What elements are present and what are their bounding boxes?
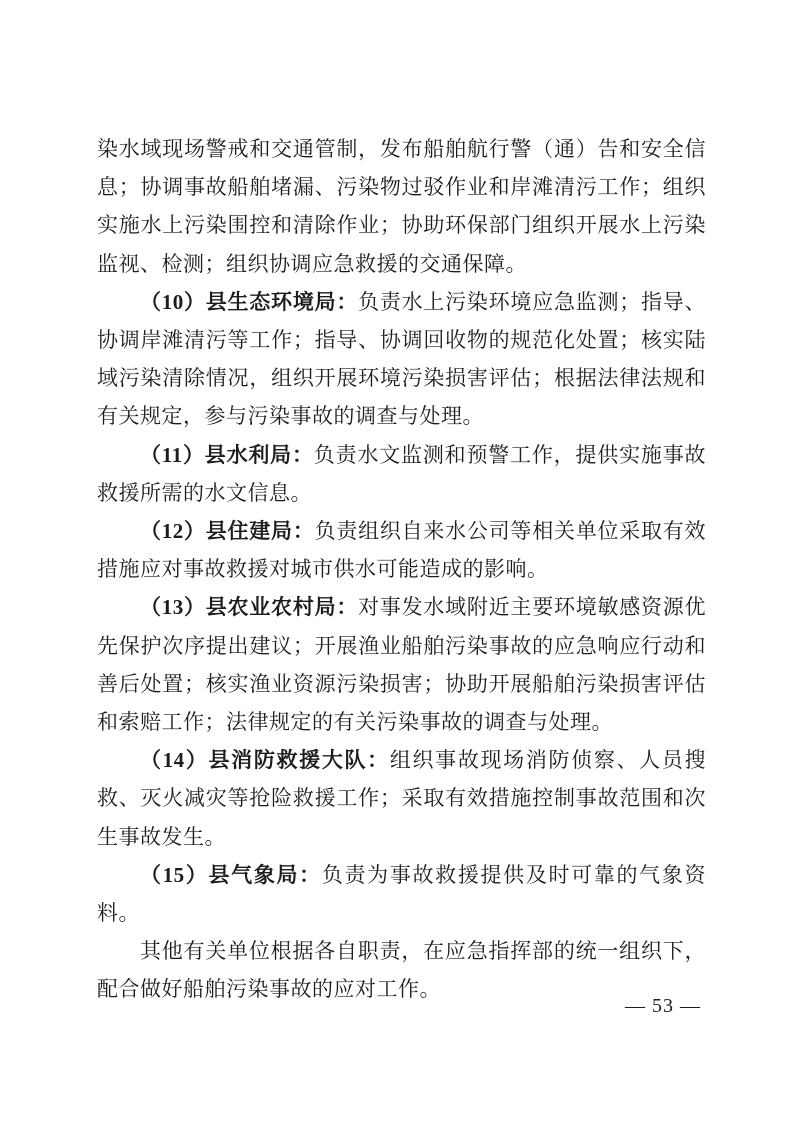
paragraph-text: 组织事故现场消防侦察、人员搜救、灭火减灾等抢险救援工作；采取有效措施控制事故范围和次生事故发生。 — [97, 748, 707, 849]
document-body — [97, 130, 706, 1009]
paragraph-text: 负责水上污染环境应急监测；指导、协调岸滩清污等工作；指导、协调回收物的规范化处置；核实陆域污染清除情况，组织开展环境污染损害评估；根据法律法规和有关规定，参与污染事故的调查与处理。 — [97, 289, 707, 429]
paragraph-continuation — [97, 130, 706, 283]
paragraph-item-13 — [97, 588, 706, 741]
paragraph-item-12 — [97, 512, 706, 588]
paragraph-text: 其他有关单位根据各自职责，在应急指挥部的统一组织下，配合做好船舶污染事故的应对工作。 — [97, 939, 706, 1002]
paragraph-item-15 — [97, 856, 706, 932]
paragraph-item-14 — [97, 741, 706, 856]
paragraph-text: 负责为事故救援提供及时可靠的气象资料。 — [97, 862, 707, 926]
page-number-text: — 53 — — [625, 995, 701, 1017]
paragraph-lead: （14）县消防救援大队： — [140, 748, 390, 773]
paragraph-lead: （12）县住建局： — [140, 519, 315, 544]
paragraph-lead: （10）县生态环境局： — [140, 289, 359, 314]
paragraph-closing — [97, 932, 706, 1008]
paragraph-text: 染水域现场警戒和交通管制，发布船舶航行警（通）告和安全信息；协调事故船舶堵漏、污染物过驳作业和岸滩清污工作；组织实施水上污染围控和清除作业；协助环保部门组织开展水上污染监视、检测；组织协调应急救援的交通保障。 — [97, 137, 706, 276]
paragraph-item-10 — [97, 283, 706, 436]
paragraph-lead: （13）县农业农村局： — [140, 595, 359, 620]
paragraph-text: 对事发水域附近主要环境敏感资源优先保护次序提出建议；开展渔业船舶污染事故的应急响应行动和善后处置；核实渔业资源污染损害；协助开展船舶污染损害评估和索赔工作；法律规定的有关污染事故的调查与处理。 — [97, 595, 707, 735]
paragraph-lead: （15）县气象局： — [140, 862, 322, 887]
paragraph-lead: （11）县水利局： — [140, 442, 314, 467]
page-number — [625, 995, 701, 1018]
paragraph-text: 负责组织自来水公司等相关单位采取有效措施应对事故救援对城市供水可能造成的影响。 — [97, 519, 707, 582]
paragraph-text: 负责水文监测和预警工作，提供实施事故救援所需的水文信息。 — [97, 442, 707, 505]
paragraph-item-11 — [97, 436, 706, 512]
